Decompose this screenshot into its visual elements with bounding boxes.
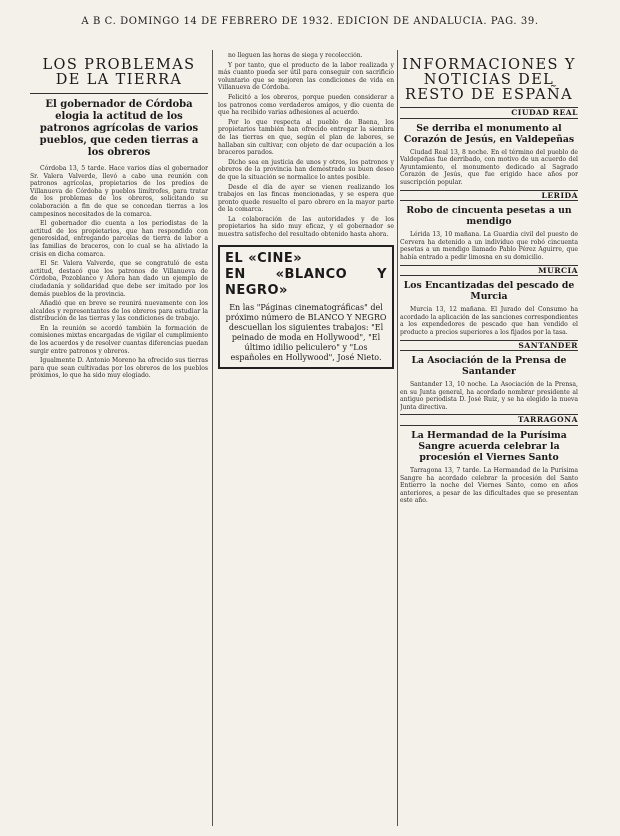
column-rule-left: [212, 50, 213, 826]
section-body: Santander 13, 10 noche. La Asociación de la Prensa, en su Junta general, ha acordado nombrar presidente al antiguo periodista D. José Ruiz, y se ha elegido la nueva Junta directiva.: [400, 381, 578, 411]
section-headline: La Asociación de la Prensa de Santander: [411, 355, 567, 378]
region-label: TARRAGONA: [400, 414, 578, 426]
paragraph: La colaboración de las autoridades y de los propietarios ha sido muy eficaz, y el gobernador se muestra satisfecho del resultado obtenido hasta ahora.: [218, 215, 394, 239]
paragraph: Por lo que respecta al pueblo de Baena, los propietarios también han ofrecido entregar la siembra de las tierras en que, según el plan de labores, se hallaban sin cultivar, con objeto de dar ocupación a los braceros parados.: [218, 118, 394, 157]
section-body: Lérida 13, 10 mañana. La Guardia civil del puesto de Cervera ha detenido a un individuo que robó cincuenta pesetas a un mendigo llamado Pablo Pérez Aguirre, que había entrado a pedir limosna en su domicilio.: [400, 231, 578, 261]
section-headline: La Hermandad de la Purísima Sangre acuerda celebrar la procesión el Viernes Santo: [411, 430, 567, 464]
section-headline: Se derriba el monumento al Corazón de Jesús, en Valdepeñas: [403, 122, 575, 145]
divider: [30, 93, 208, 94]
paragraph: En la reunión se acordó también la formación de comisiones mixtas encargadas de vigilar el cumplimiento de los acuerdos y de resolver cuantas diferencias puedan surgir entre patronos y obreros.: [30, 324, 208, 355]
column-3: [400, 52, 578, 830]
paragraph: Dicho sea en justicia de unos y otros, los patronos y obreros de la provincia han demostrado su buen deseo de que la situación se normalice lo antes posible.: [218, 158, 394, 181]
article-title-tierra: LOS PROBLEMAS DE LA TIERRA: [42, 57, 196, 88]
region-label: MURCIA: [400, 265, 578, 277]
region-label: SANTANDER: [400, 340, 578, 352]
region-label: CIUDAD REAL: [400, 107, 578, 119]
section-body: Tarragona 13, 7 tarde. La Hermandad de la Purísima Sangre ha acordado celebrar la procesión del Santo Entierro la noche del Viernes Santo, como en años anteriores, a pesar de las dificultades que se presentan este año.: [400, 467, 578, 505]
column-2: [218, 52, 394, 830]
section-headline: Los Encantizadas del pescado de Murcia: [403, 280, 575, 303]
section-body: Ciudad Real 13, 8 noche. En el término del pueblo de Valdepeñas fue derribado, con motivo de un acuerdo del Ayuntamiento, el monumento dedicado al Sagrado Corazón de Jesús, que fue erigido hace años por suscripción popular.: [400, 148, 578, 186]
paragraph: El gobernador dio cuenta a los periodistas de la actitud de los propietarios, que han respondido con generosidad, entregando parcelas de tierra de labor a las familias de braceros, con lo cual se ha aliviado la crisis en dicha comarca.: [30, 220, 208, 258]
box-title-line2: EN «BLANCO Y NEGRO»: [225, 266, 387, 298]
column-rule-right: [397, 50, 398, 826]
paragraph: Felicitó a los obreros, porque pueden considerar a los patronos como verdaderos amigos, y dio cuenta de que ha recibido varias adhesiones al acuerdo.: [218, 93, 394, 117]
box-title-line1: EL «CINE»: [225, 250, 303, 266]
box-text: En las "Páginas cinematográficas" del próximo número de BLANCO Y NEGRO descuellan los siguientes trabajos: "El peinado de moda en Hollywood", "El último idilio peliculero" y "Los españoles en Hollywood", José Nieto.: [225, 302, 387, 362]
paragraph: Igualmente D. Antonio Moreno ha ofrecido sus tierras para que sean cultivadas por los obreros de los pueblos próximos, lo que ha sido muy elogiado.: [30, 357, 208, 380]
paragraph: Desde el día de ayer se vienen realizando los trabajos en las fincas mencionadas, y se espera que pronto quede resuelto el paro obrero en la mayor parte de la comarca.: [218, 183, 394, 214]
section-headline: Robo de cincuenta pesetas a un mendigo: [406, 205, 572, 228]
running-head: A B C. DOMINGO 14 DE FEBRERO DE 1932. EDICION DE ANDALUCIA. PAG. 39.: [81, 16, 539, 27]
blanco-y-negro-box: [218, 245, 394, 369]
paragraph: Córdoba 13, 5 tarde. Hace varios días el gobernador Sr. Valera Valverde, llevó a cabo una reunión con patronos agrícolas, propietarios de los predios de Villanueva de Córdoba y pueblos limítrofes, para tratar de los problemas de los obreros, solicitando su colaboración a fin de que se concedan tierras a los campesinos necesitados de la comarca.: [30, 165, 208, 218]
section-body: Murcia 13, 12 mañana. El Jurado del Consumo ha acordado la aplicación de las sanciones correspondientes a los expendedores de pescado que han vendido el producto a precios superiores a los fijados por la tasa.: [400, 306, 578, 336]
paragraph: Y por tanto, que el producto de la labor realizada y más cuanto pueda ser útil para conseguir con sacrificio voluntario que se mejoren las condiciones de vida en Villanueva de Córdoba.: [218, 61, 394, 92]
article-deck-cordoba: El gobernador de Córdoba elogia la actitud de los patronos agrícolas de varios pueblos, que ceden tierras a los obreros: [39, 99, 199, 158]
paragraph: no lleguen las horas de siega y recolección.: [228, 52, 363, 59]
column-1: [30, 52, 208, 830]
paragraph: El Sr. Valera Valverde, que se congratuló de esta actitud, destacó que los patronos de Villanueva de Córdoba, Pozoblanco y Añora han dado un ejemplo de ciudadanía y solidaridad que debe ser imitado por los demás pueblos de la provincia.: [30, 260, 208, 298]
article-title-informaciones: INFORMACIONES Y NOTICIAS DEL RESTO DE ESPAÑA: [402, 57, 576, 103]
paragraph: Añadió que en breve se reunirá nuevamente con los alcaldes y representantes de los obreros para estudiar la distribución de las tierras y las condiciones de trabajo.: [30, 300, 208, 323]
region-label: LERIDA: [400, 190, 578, 202]
